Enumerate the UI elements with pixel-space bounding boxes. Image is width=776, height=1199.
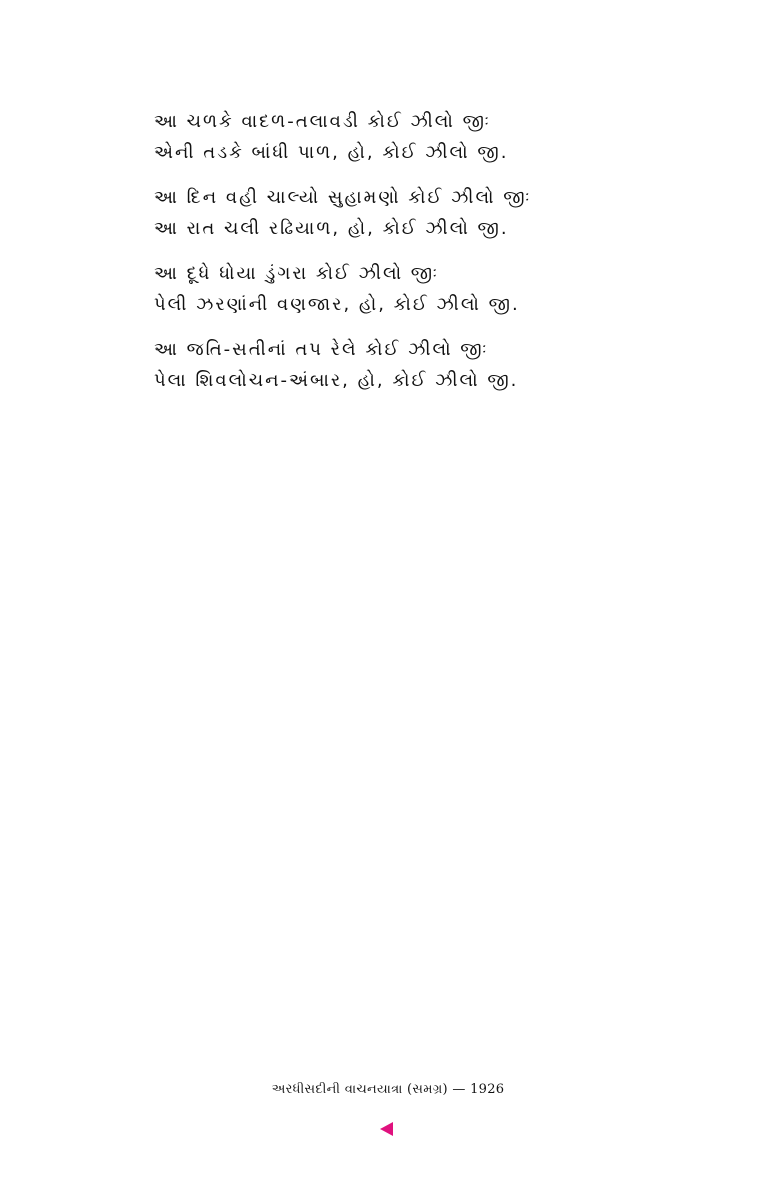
poem-line: એની તડકે બાંધી પાળ, હો, કોઈ ઝીલો જી. bbox=[154, 142, 509, 163]
poem-line: આ દૂધે ધોયા ડુંગરા કોઈ ઝીલો જીઃ bbox=[154, 263, 440, 284]
poem-line: પેલી ઝરણાંની વણજાર, હો, કોઈ ઝીલો જી. bbox=[154, 294, 520, 315]
poem-line: આ દિન વહી ચાલ્યો સુહામણો કોઈ ઝીલો જીઃ bbox=[154, 187, 532, 208]
poem-stanza bbox=[154, 334, 714, 396]
poem-line: પેલા શિવલોચન-અંબાર, હો, કોઈ ઝીલો જી. bbox=[154, 370, 519, 391]
poem bbox=[154, 106, 714, 410]
prev-page-triangle-left-icon[interactable] bbox=[380, 1122, 393, 1136]
poem-stanza bbox=[154, 258, 714, 320]
page-footer: અરધીસદીની વાચનયાત્રા (સમગ્ર) — 1926 bbox=[271, 1082, 505, 1097]
poem-stanza bbox=[154, 106, 714, 168]
poem-stanza bbox=[154, 182, 714, 244]
poem-line: આ રાત ચલી રઢિયાળ, હો, કોઈ ઝીલો જી. bbox=[154, 218, 509, 239]
poem-line: આ ચળકે વાદળ-તલાવડી કોઈ ઝીલો જીઃ bbox=[154, 111, 492, 132]
poem-line: આ જતિ-સતીનાં તપ રેલે કોઈ ઝીલો જીઃ bbox=[154, 339, 489, 360]
